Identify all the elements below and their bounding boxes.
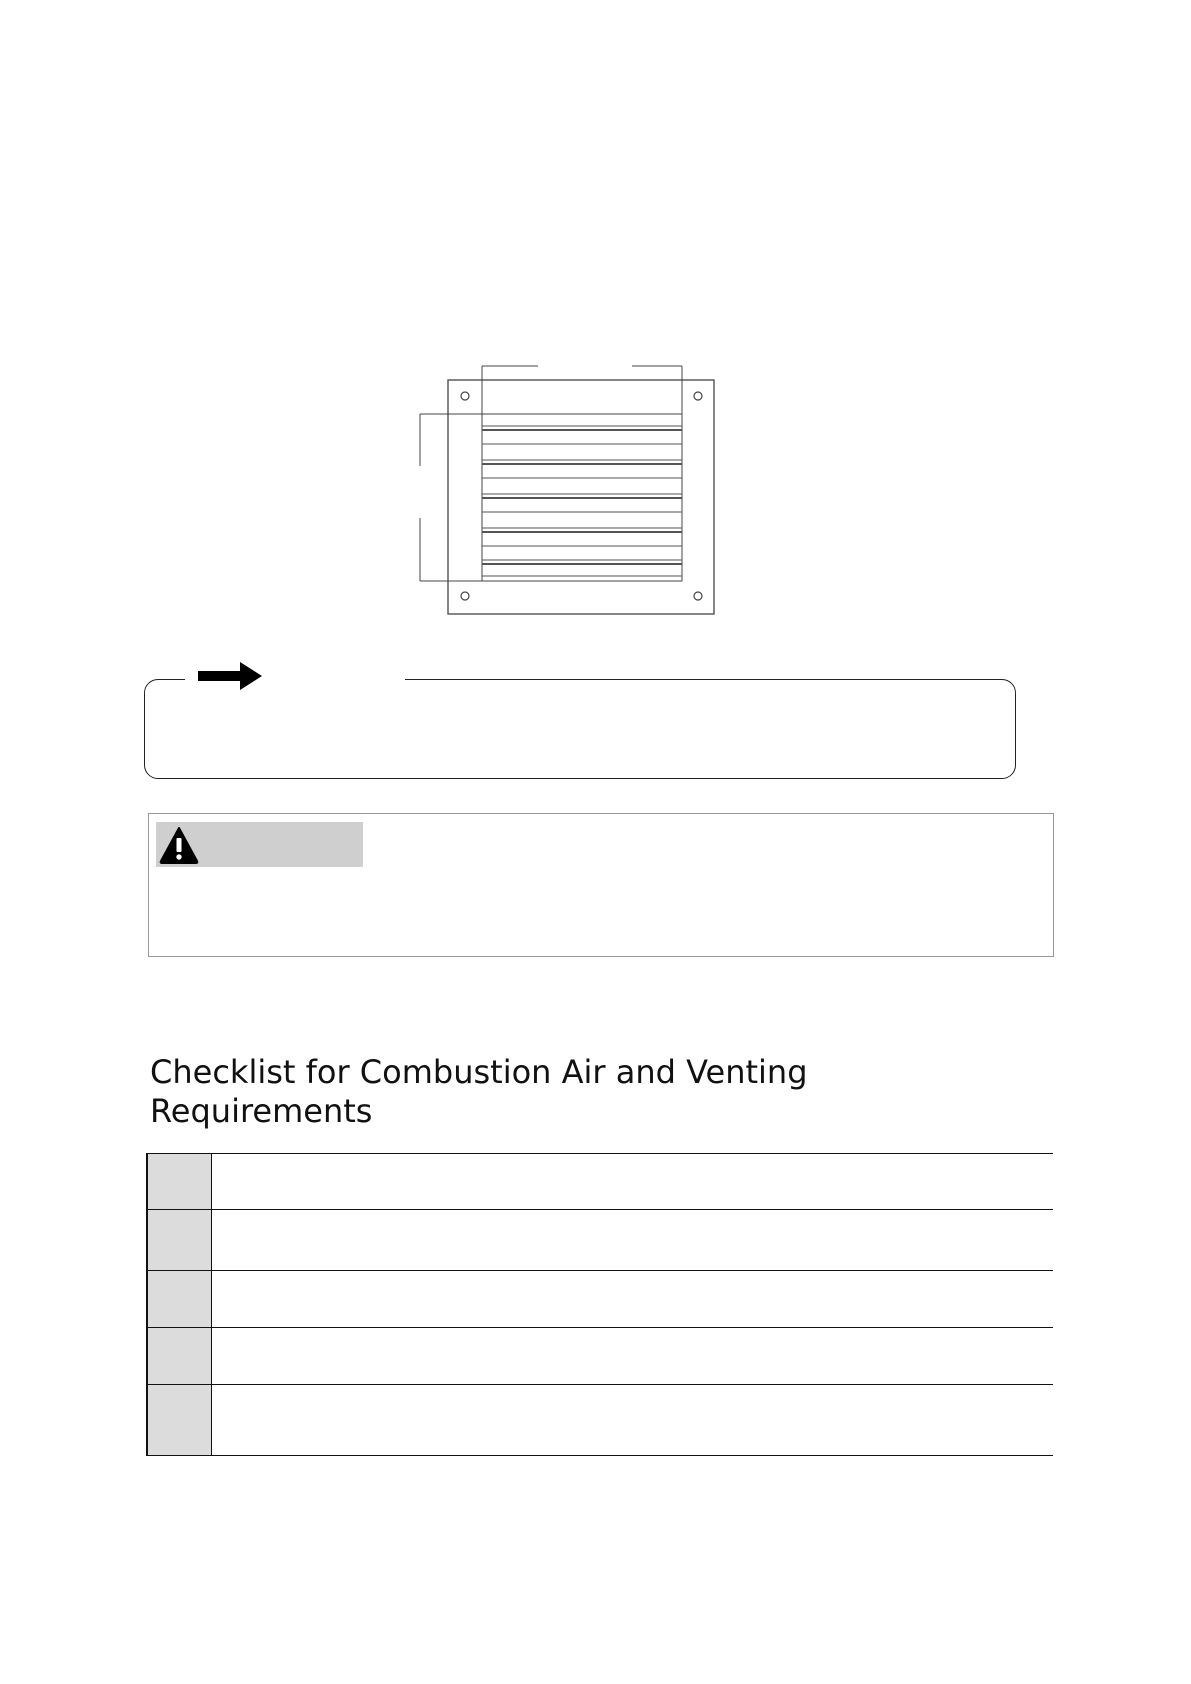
row-number-cell: [146, 1271, 212, 1328]
table-row: [146, 1153, 1053, 1210]
row-text-cell: [212, 1385, 1053, 1455]
louver-grille-diagram: [410, 360, 730, 620]
table-row: [146, 1327, 1053, 1385]
arrow-right-icon: [196, 660, 266, 692]
note-box: [144, 679, 1016, 779]
row-number-cell: [146, 1328, 212, 1385]
checklist-table: [146, 1153, 1053, 1457]
row-text-cell: [212, 1328, 1053, 1385]
row-text-cell: [212, 1210, 1053, 1271]
warning-triangle-icon: [158, 825, 200, 865]
table-bottom-border: [146, 1455, 1053, 1456]
row-number-cell: [146, 1210, 212, 1271]
checklist-title: Checklist for Combustion Air and Venting Requirements: [150, 1053, 808, 1130]
row-text-cell: [212, 1271, 1053, 1328]
table-row: [146, 1384, 1053, 1455]
row-text-cell: [212, 1154, 1053, 1210]
table-row: [146, 1270, 1053, 1328]
table-row: [146, 1209, 1053, 1271]
row-number-cell: [146, 1154, 212, 1210]
row-number-cell: [146, 1385, 212, 1455]
